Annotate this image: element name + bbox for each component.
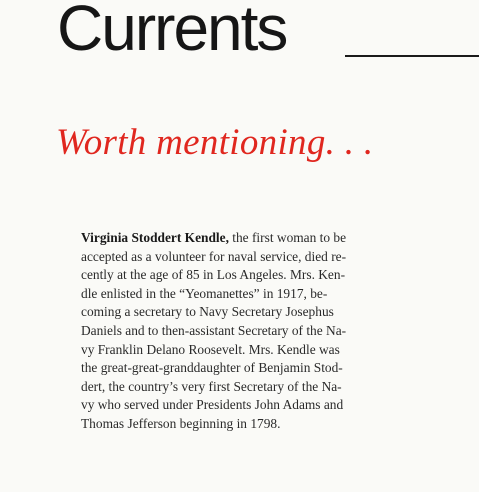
article-line-3: cently at the age of 85 in Los Angeles. Mrs. Ken-	[81, 267, 346, 283]
article-line-2: accepted as a volunteer for naval service, died re-	[81, 248, 347, 264]
masthead	[57, 0, 479, 66]
article-line-11: Thomas Jefferson beginning in 1798.	[81, 415, 281, 431]
article-line-5: coming a secretary to Navy Secretary Josephus	[81, 304, 334, 320]
article-line-8: the great-great-granddaughter of Benjamin Stod-	[81, 360, 343, 376]
lead-name: Virginia Stoddert Kendle,	[81, 230, 229, 245]
article-line-7: vy Franklin Delano Roosevelt. Mrs. Kendle was	[81, 341, 340, 357]
article-line-4: dle enlisted in the “Yeomanettes” in 1917, be-	[81, 285, 328, 301]
article-line-6: Daniels and to then-assistant Secretary of the Na-	[81, 322, 347, 338]
article-line-1	[81, 229, 443, 248]
article-body	[81, 229, 443, 434]
article-line-1-text: the first woman to be	[228, 230, 347, 245]
title-rule	[345, 55, 479, 57]
headline: Worth mentioning. . .	[56, 122, 374, 163]
article-line-9: dert, the country’s very first Secretary of the Na-	[81, 378, 342, 394]
article-line-10: vy who served under Presidents John Adams and	[81, 397, 344, 413]
section-title: Currents	[57, 0, 287, 64]
